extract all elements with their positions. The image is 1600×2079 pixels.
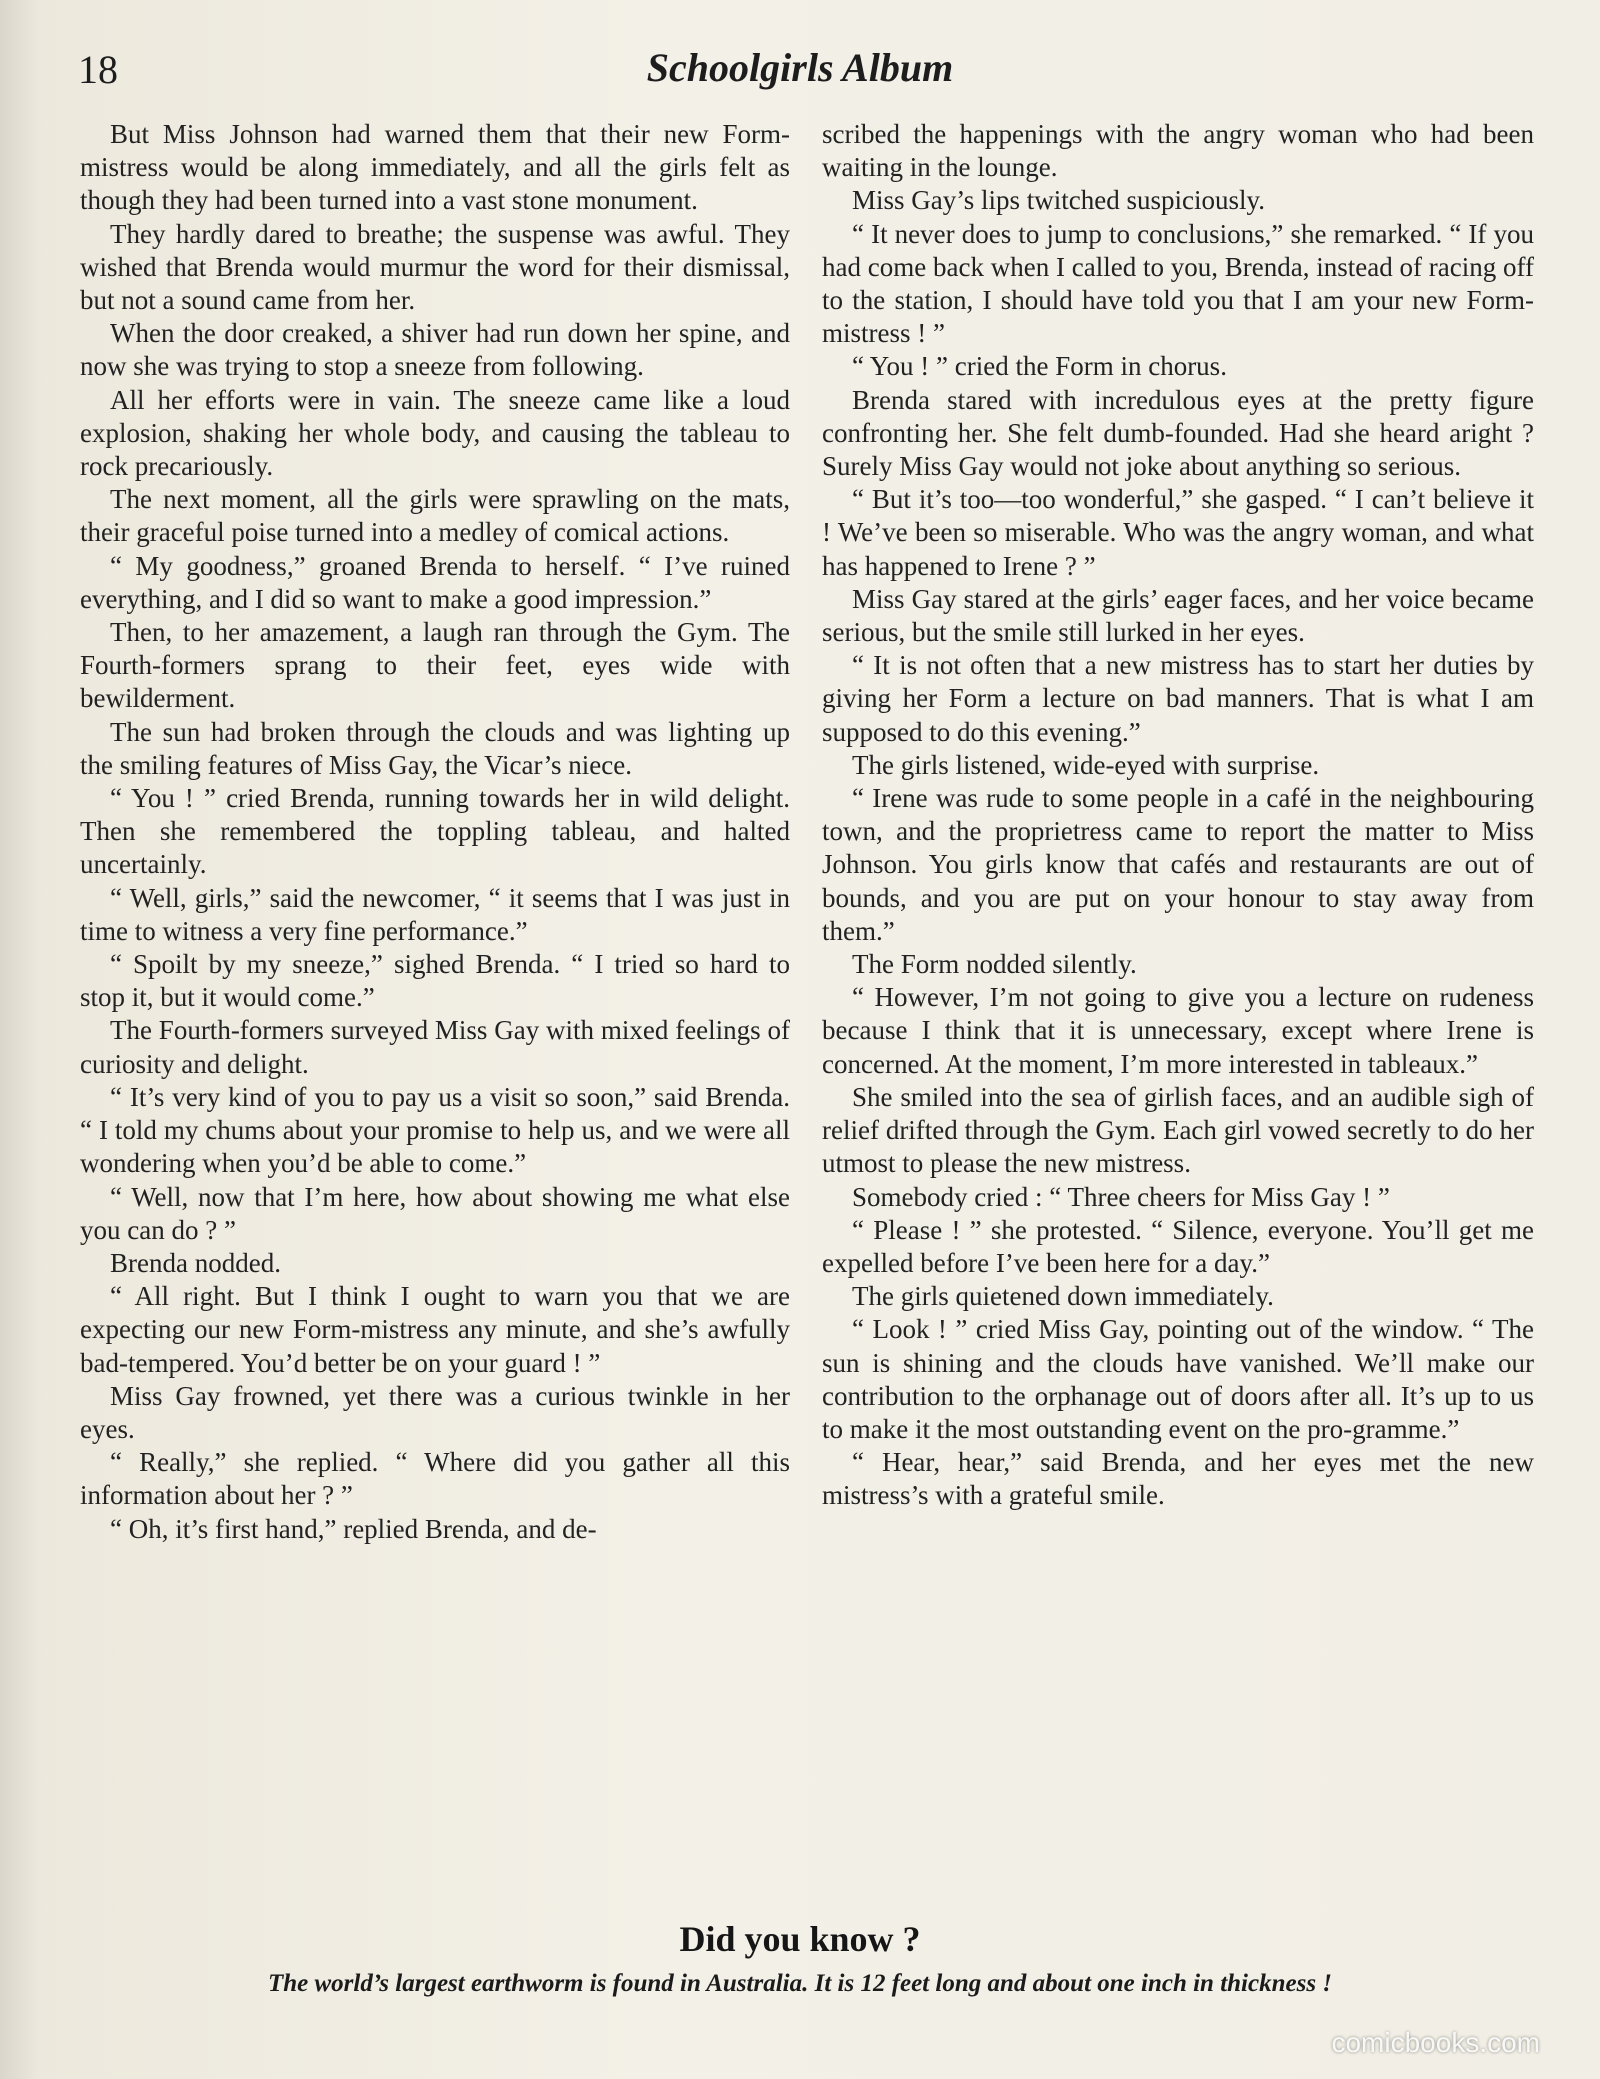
paragraph: The next moment, all the girls were sprawling on the mats, their graceful poise turned into a medley of comical actions.: [80, 484, 790, 548]
did-you-know-heading: Did you know ?: [679, 1919, 921, 1959]
paragraph: “ Look ! ” cried Miss Gay, pointing out of the window. “ The sun is shining and the clouds have vanished. We’ll make our contribution to the orphanage out of doors after all. It’s up to us to make it the most outstanding event on the pro-gramme.”: [822, 1314, 1534, 1444]
paragraph: Miss Gay’s lips twitched suspiciously.: [852, 185, 1266, 216]
paragraph: Miss Gay stared at the girls’ eager faces, and her voice became serious, but the smile still lurked in her eyes.: [822, 583, 1534, 648]
paragraph: But Miss Johnson had warned them that their new Form-mistress would be along immediately, and all the girls felt as though they had been turned into a vast stone monument.: [80, 119, 790, 216]
site-watermark: comicbooks.com: [1331, 2027, 1540, 2058]
paragraph: “ Irene was rude to some people in a café in the neighbouring town, and the proprietress came to report the matter to Miss Johnson. You girls know that cafés and restaurants are out of bounds, and you are put on your honour to stay away from them.”: [822, 783, 1534, 946]
paragraph: “ It is not often that a new mistress has to start her duties by giving her Form a lecture on bad manners. That is what I am supposed to do this evening.”: [822, 650, 1534, 747]
paragraph: She smiled into the sea of girlish faces, and an audible sigh of relief drifted through the Gym. Each girl vowed secretly to do her utmost to please the new mistress.: [822, 1081, 1534, 1179]
paragraph: “ You ! ” cried the Form in chorus.: [852, 351, 1227, 382]
paragraph: They hardly dared to breathe; the suspense was awful. They wished that Brenda would murmur the word for their dismissal, but not a sound came from her.: [80, 218, 790, 316]
left-column: [80, 118, 790, 1546]
right-column: [822, 118, 1534, 1513]
paragraph: All her efforts were in vain. The sneeze came like a loud explosion, shaking her whole body, and causing the tableau to rock precariously.: [80, 384, 790, 482]
paragraph: “ It’s very kind of you to pay us a visit so soon,” said Brenda. “ I told my chums about your promise to help us, and we were all wondering when you’d be able to come.”: [80, 1081, 790, 1179]
paragraph: “ Please ! ” she protested. “ Silence, everyone. You’ll get me expelled before I’ve been here for a day.”: [822, 1214, 1534, 1278]
page-header: [0, 40, 1600, 110]
paragraph: “ You ! ” cried Brenda, running towards her in wild delight. Then she remembered the toppling tableau, and halted uncertainly.: [80, 783, 790, 880]
did-you-know-fact: The world’s largest earthworm is found in Australia. It is 12 feet long and about one inch in thickness !: [267, 1970, 1333, 1997]
paragraph: Miss Gay frowned, yet there was a curious twinkle in her eyes.: [80, 1380, 790, 1444]
paragraph: “ Well, girls,” said the newcomer, “ it seems that I was just in time to witness a very fine performance.”: [80, 882, 790, 946]
paragraph: Then, to her amazement, a laugh ran through the Gym. The Fourth-formers sprang to their feet, eyes wide with bewilderment.: [80, 617, 790, 714]
paragraph: “ Really,” she replied. “ Where did you gather all this information about her ? ”: [80, 1447, 790, 1511]
paragraph: “ Spoilt by my sneeze,” sighed Brenda. “ I tried so hard to stop it, but it would come.”: [80, 949, 790, 1013]
paragraph: “ Well, now that I’m here, how about showing me what else you can do ? ”: [80, 1181, 790, 1245]
paragraph: scribed the happenings with the angry woman who had been waiting in the lounge.: [822, 119, 1534, 183]
paragraph: “ All right. But I think I ought to warn you that we are expecting our new Form-mistress any minute, and she’s awfully bad-tempered. You’d better be on your guard ! ”: [80, 1281, 790, 1378]
paragraph: “ But it’s too—too wonderful,” she gasped. “ I can’t believe it ! We’ve been so miserable. Who was the angry woman, and what has happened to Irene ? ”: [822, 484, 1534, 581]
paragraph: “ Oh, it’s first hand,” replied Brenda, and de-: [110, 1513, 597, 1544]
paragraph: “ Hear, hear,” said Brenda, and her eyes met the new mistress’s with a grateful smile.: [822, 1447, 1534, 1511]
paragraph: “ However, I’m not going to give you a lecture on rudeness because I think that it is unnecessary, except where Irene is concerned. At the moment, I’m more interested in tableaux.”: [822, 982, 1534, 1079]
paragraph: Brenda nodded.: [110, 1247, 281, 1278]
running-title: Schoolgirls Album: [646, 45, 954, 90]
page-spine-shadow: [0, 0, 40, 2079]
paragraph: The girls quietened down immediately.: [852, 1281, 1274, 1312]
page-number: 18: [78, 47, 118, 92]
paragraph: Brenda stared with incredulous eyes at the pretty figure confronting her. She felt dumb-founded. Had she heard aright ? Surely Miss Gay would not joke about anything so serious.: [822, 384, 1534, 482]
paragraph: The girls listened, wide-eyed with surprise.: [852, 749, 1320, 780]
paragraph: Somebody cried : “ Three cheers for Miss Gay ! ”: [852, 1181, 1390, 1212]
paragraph: The Fourth-formers surveyed Miss Gay with mixed feelings of curiosity and delight.: [80, 1015, 790, 1079]
paragraph: “ It never does to jump to conclusions,” she remarked. “ If you had come back when I called to you, Brenda, instead of racing off to the station, I should have told you that I am your new Form-mistress ! ”: [822, 218, 1534, 349]
paragraph: “ My goodness,” groaned Brenda to herself. “ I’ve ruined everything, and I did so want to make a good impression.”: [80, 550, 790, 614]
paragraph: The sun had broken through the clouds and was lighting up the smiling features of Miss Gay, the Vicar’s niece.: [80, 716, 790, 780]
paragraph: The Form nodded silently.: [852, 949, 1137, 980]
paragraph: When the door creaked, a shiver had run down her spine, and now she was trying to stop a sneeze from following.: [80, 318, 790, 382]
